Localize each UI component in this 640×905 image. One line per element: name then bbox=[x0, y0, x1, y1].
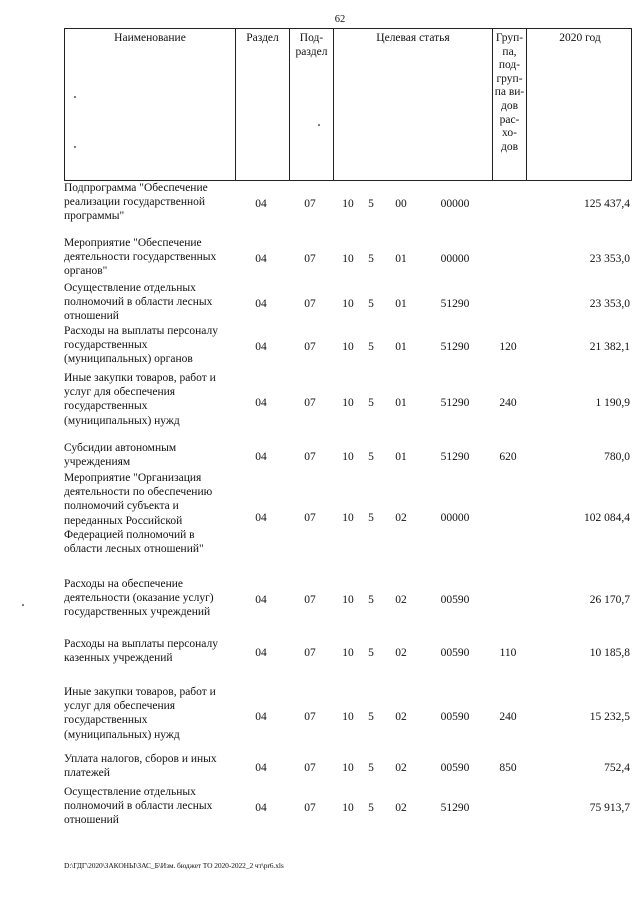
cell-c3: 02 bbox=[395, 647, 407, 659]
cell-group: 120 bbox=[499, 341, 517, 353]
cell-c4: 00590 bbox=[440, 762, 470, 774]
row-name-line: услуг для обеспечения bbox=[64, 386, 176, 399]
cell-razdel: 04 bbox=[255, 762, 267, 774]
cell-c2: 5 bbox=[368, 594, 374, 606]
cell-c2: 5 bbox=[368, 298, 374, 310]
row-name bbox=[64, 637, 234, 665]
cell-group: 620 bbox=[499, 451, 517, 463]
cell-podrazdel: 07 bbox=[304, 647, 316, 659]
row-name-line: отношений bbox=[64, 814, 119, 827]
cell-c2: 5 bbox=[368, 397, 374, 409]
row-name-line: государственных bbox=[64, 714, 148, 727]
header-subsection bbox=[289, 29, 333, 180]
header-group-line-9: дов bbox=[500, 140, 519, 153]
cell-podrazdel: 07 bbox=[304, 802, 316, 814]
cell-c2: 5 bbox=[368, 762, 374, 774]
cell-c3: 01 bbox=[395, 341, 407, 353]
row-name-line: Иные закупки товаров, работ и bbox=[64, 686, 216, 698]
row-name bbox=[64, 685, 234, 742]
cell-c4: 00590 bbox=[440, 711, 470, 723]
header-section: Раздел bbox=[235, 29, 289, 180]
row-name-line: Иные закупки товаров, работ и bbox=[64, 372, 216, 384]
cell-c3: 01 bbox=[395, 451, 407, 463]
row-name bbox=[64, 371, 234, 428]
cell-amount: 1 190,9 bbox=[595, 397, 630, 409]
cell-razdel: 04 bbox=[255, 298, 267, 310]
cell-c2: 5 bbox=[368, 647, 374, 659]
cell-podrazdel: 07 bbox=[304, 341, 316, 353]
cell-podrazdel: 07 bbox=[304, 762, 316, 774]
cell-amount: 752,4 bbox=[604, 762, 630, 774]
header-group-line-7: рас- bbox=[499, 113, 520, 126]
row-name-line: государственных bbox=[64, 339, 148, 352]
cell-razdel: 04 bbox=[255, 802, 267, 814]
row-name-line: государственных bbox=[64, 400, 148, 413]
cell-amount: 15 232,5 bbox=[589, 711, 630, 723]
cell-c3: 01 bbox=[395, 397, 407, 409]
header-group-line-4: груп- bbox=[496, 72, 523, 85]
row-name-line: услуг для обеспечения bbox=[64, 700, 176, 713]
cell-c1: 10 bbox=[342, 762, 354, 774]
row-name-line: органов" bbox=[64, 265, 108, 278]
cell-group: 240 bbox=[499, 397, 517, 409]
footer-file-path: D:\ГДГ\2020\ЗАКОНЫ\ЗАС_Б\Изм. бюджет ТО 2020-2022_2 чт\pr6.xls bbox=[64, 861, 284, 870]
cell-podrazdel: 07 bbox=[304, 253, 316, 265]
cell-amount: 23 353,0 bbox=[589, 298, 630, 310]
cell-c4: 51290 bbox=[440, 341, 470, 353]
cell-group: 110 bbox=[499, 647, 517, 659]
row-name-line: программы" bbox=[64, 210, 125, 223]
header-group-line-1: Груп- bbox=[495, 32, 524, 44]
cell-c2: 5 bbox=[368, 341, 374, 353]
cell-podrazdel: 07 bbox=[304, 298, 316, 310]
row-name bbox=[64, 181, 234, 224]
cell-c1: 10 bbox=[342, 711, 354, 723]
cell-amount: 26 170,7 bbox=[589, 594, 630, 606]
cell-razdel: 04 bbox=[255, 594, 267, 606]
scan-speck bbox=[318, 124, 320, 126]
row-name-line: Расходы на выплаты персоналу bbox=[64, 325, 218, 337]
cell-razdel: 04 bbox=[255, 512, 267, 524]
cell-c2: 5 bbox=[368, 253, 374, 265]
page-number: 62 bbox=[334, 14, 346, 25]
row-name-line: Расходы на обеспечение bbox=[64, 578, 183, 590]
header-group-line-8: хо- bbox=[502, 127, 517, 140]
cell-c4: 00000 bbox=[440, 253, 470, 265]
cell-c2: 5 bbox=[368, 451, 374, 463]
cell-razdel: 04 bbox=[255, 711, 267, 723]
header-name: Наименование bbox=[114, 32, 186, 44]
row-name-line: (муниципальных) органов bbox=[64, 353, 193, 366]
cell-razdel: 04 bbox=[255, 198, 267, 210]
row-name bbox=[64, 281, 234, 324]
row-name-line: казенных учреждений bbox=[64, 652, 173, 665]
cell-c3: 02 bbox=[395, 594, 407, 606]
cell-c4: 00590 bbox=[440, 647, 470, 659]
cell-amount: 780,0 bbox=[604, 451, 630, 463]
row-name-line: полномочий в области лесных bbox=[64, 296, 213, 309]
header-year: 2020 год bbox=[526, 29, 633, 180]
cell-podrazdel: 07 bbox=[304, 451, 316, 463]
cell-podrazdel: 07 bbox=[304, 512, 316, 524]
cell-c1: 10 bbox=[342, 397, 354, 409]
row-name bbox=[64, 324, 234, 367]
cell-razdel: 04 bbox=[255, 647, 267, 659]
cell-c4: 51290 bbox=[440, 397, 470, 409]
row-name-line: Федерацией полномочий в bbox=[64, 528, 195, 541]
cell-c3: 02 bbox=[395, 802, 407, 814]
cell-c2: 5 bbox=[368, 711, 374, 723]
cell-c4: 00000 bbox=[440, 512, 470, 524]
row-name-line: деятельности по обеспечению bbox=[64, 486, 213, 499]
cell-razdel: 04 bbox=[255, 253, 267, 265]
cell-c4: 51290 bbox=[440, 298, 470, 310]
scan-speck bbox=[74, 146, 76, 148]
cell-amount: 23 353,0 bbox=[589, 253, 630, 265]
row-name-line: платежей bbox=[64, 767, 110, 780]
cell-c3: 01 bbox=[395, 253, 407, 265]
row-name-line: государственных учреждений bbox=[64, 606, 211, 619]
cell-c4: 51290 bbox=[440, 451, 470, 463]
scan-speck bbox=[74, 96, 76, 98]
cell-amount: 21 382,1 bbox=[589, 341, 630, 353]
row-name-line: (муниципальных) нужд bbox=[64, 728, 180, 741]
row-name-line: учреждениям bbox=[64, 456, 131, 469]
row-name-line: Расходы на выплаты персоналу bbox=[64, 638, 218, 650]
cell-group: 240 bbox=[499, 711, 517, 723]
cell-podrazdel: 07 bbox=[304, 198, 316, 210]
row-name bbox=[64, 577, 234, 620]
cell-amount: 75 913,7 bbox=[589, 802, 630, 814]
header-group-line-6: дов bbox=[500, 99, 519, 112]
cell-podrazdel: 07 bbox=[304, 711, 316, 723]
cell-c1: 10 bbox=[342, 298, 354, 310]
cell-group: 850 bbox=[499, 762, 517, 774]
cell-c1: 10 bbox=[342, 198, 354, 210]
cell-amount: 102 084,4 bbox=[584, 512, 630, 524]
row-name-line: области лесных отношений" bbox=[64, 543, 204, 556]
row-name bbox=[64, 471, 234, 556]
cell-c1: 10 bbox=[342, 253, 354, 265]
cell-c1: 10 bbox=[342, 341, 354, 353]
row-name-line: Мероприятие "Обеспечение bbox=[64, 237, 202, 249]
row-name-line: Мероприятие "Организация bbox=[64, 472, 202, 484]
cell-podrazdel: 07 bbox=[304, 594, 316, 606]
row-name-line: Осуществление отдельных bbox=[64, 786, 196, 798]
row-name-line: Подпрограмма "Обеспечение bbox=[64, 182, 208, 194]
cell-c3: 02 bbox=[395, 512, 407, 524]
cell-c2: 5 bbox=[368, 802, 374, 814]
cell-razdel: 04 bbox=[255, 397, 267, 409]
row-name-line: Осуществление отдельных bbox=[64, 282, 196, 294]
header-target: Целевая статья bbox=[333, 29, 492, 180]
row-name-line: полномочий в области лесных bbox=[64, 800, 213, 813]
cell-c1: 10 bbox=[342, 451, 354, 463]
cell-amount: 125 437,4 bbox=[584, 198, 630, 210]
cell-razdel: 04 bbox=[255, 341, 267, 353]
cell-c3: 02 bbox=[395, 711, 407, 723]
table-header bbox=[64, 28, 632, 181]
row-name-line: полномочий субъекта и bbox=[64, 500, 179, 513]
cell-c1: 10 bbox=[342, 512, 354, 524]
row-name-line: Уплата налогов, сборов и иных bbox=[64, 753, 217, 765]
cell-c2: 5 bbox=[368, 512, 374, 524]
cell-c1: 10 bbox=[342, 594, 354, 606]
cell-amount: 10 185,8 bbox=[589, 647, 630, 659]
row-name-line: деятельности (оказание услуг) bbox=[64, 592, 214, 605]
row-name-line: отношений bbox=[64, 310, 119, 323]
header-group bbox=[492, 29, 526, 180]
cell-c4: 51290 bbox=[440, 802, 470, 814]
header-group-line-2: па, bbox=[502, 45, 517, 58]
row-name bbox=[64, 785, 234, 828]
row-name-line: деятельности государственных bbox=[64, 251, 217, 264]
cell-c1: 10 bbox=[342, 802, 354, 814]
row-name bbox=[64, 236, 234, 279]
cell-c3: 02 bbox=[395, 762, 407, 774]
cell-c4: 00000 bbox=[440, 198, 470, 210]
cell-c1: 10 bbox=[342, 647, 354, 659]
row-name-line: переданных Российской bbox=[64, 514, 183, 527]
row-name-line: Субсидии автономным bbox=[64, 442, 177, 454]
scan-speck bbox=[22, 604, 24, 606]
row-name-line: реализации государственной bbox=[64, 196, 206, 209]
cell-c3: 01 bbox=[395, 298, 407, 310]
row-name-line: (муниципальных) нужд bbox=[64, 414, 180, 427]
header-subsection-line-2: раздел bbox=[295, 45, 328, 58]
header-subsection-line-1: Под- bbox=[299, 32, 324, 44]
cell-c2: 5 bbox=[368, 198, 374, 210]
cell-podrazdel: 07 bbox=[304, 397, 316, 409]
header-group-line-5: па ви- bbox=[494, 86, 525, 99]
cell-razdel: 04 bbox=[255, 451, 267, 463]
row-name bbox=[64, 441, 234, 469]
cell-c3: 00 bbox=[395, 198, 407, 210]
cell-c4: 00590 bbox=[440, 594, 470, 606]
header-group-line-3: под- bbox=[498, 59, 521, 72]
row-name bbox=[64, 752, 234, 780]
